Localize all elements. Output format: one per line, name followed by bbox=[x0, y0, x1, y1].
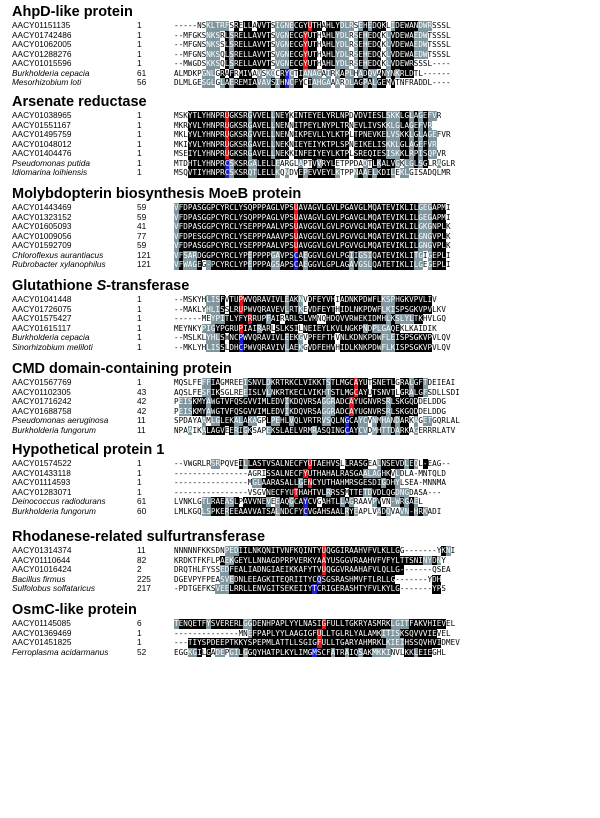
start-position: 43 bbox=[137, 386, 147, 397]
sequence-residues: ----------------MGLAARASALLGENCYUTHAHMRSGESDIGDHYLSEA-MNNMA bbox=[174, 478, 446, 487]
sequence-residues: VFDPASGGPCYRCLYSQPPPAGLVPSUAVAGVLGVLPGAVGLMQATEVIKLILGEGAPMI bbox=[174, 212, 451, 222]
sequence-residues: MSKYTLYHNPRUGKSRGVVELLNEYKINTEYELYRLNPDVDVIESLSKKLGLAGEFVR bbox=[174, 111, 442, 120]
sequence-residues: ----------------VSGVNECFYUTHAHTVLRRSSMTTETDVDLQGDNGDASA--- bbox=[174, 487, 442, 497]
alignment-block bbox=[12, 94, 592, 178]
sequence-id: AACY01615117 bbox=[12, 322, 71, 333]
sequence-id: AACY01551167 bbox=[12, 119, 71, 130]
start-position: 11 bbox=[137, 545, 146, 555]
start-position: 1 bbox=[137, 119, 142, 130]
alignment-block bbox=[12, 278, 592, 352]
alignment-block bbox=[12, 442, 592, 516]
sequence-row bbox=[12, 497, 592, 507]
sequence-row bbox=[12, 648, 592, 658]
start-position: 59 bbox=[137, 202, 147, 212]
sequence-row bbox=[12, 121, 592, 131]
sequence-row bbox=[12, 203, 592, 213]
start-position: 1 bbox=[137, 303, 142, 314]
sequence-id: AACY01145085 bbox=[12, 618, 71, 628]
sequence-id: AACY01605093 bbox=[12, 221, 72, 231]
sequence-row bbox=[12, 333, 592, 343]
sequence-residues: EGGKGILGADEPGILGGQYHATPLKYLIMGMSCFATRAIQSAKMKKINVLKKLEIEGHL bbox=[174, 647, 446, 657]
sequence-row bbox=[12, 556, 592, 566]
start-position: 1 bbox=[137, 29, 142, 40]
sequence-row bbox=[12, 619, 592, 629]
sequence-residues: NNNNNFKKSDNPEDIILNKQNITVNFKQINTYUQGGIRAAHVFVLKLLGG-------YKNI bbox=[174, 546, 456, 555]
sequence-id: Chloroflexus aurantiacus bbox=[12, 249, 104, 260]
sequence-id: AACY01574522 bbox=[12, 458, 72, 468]
sequence-id: AACY01433118 bbox=[12, 467, 71, 478]
sequence-row bbox=[12, 50, 592, 60]
sequence-row bbox=[12, 575, 592, 585]
alignment-block bbox=[12, 602, 592, 657]
start-position: 1 bbox=[137, 157, 142, 168]
sequence-row bbox=[12, 168, 592, 178]
sequence-residues: --MSLKLYHLSWNCPWVQRAVIVLEEKGVPFEFTHVNLKDNKPDWFLEISPSGKVPVLQV bbox=[174, 333, 451, 342]
sequence-residues: MSQVTIYHNPRCSKSRQTLELLKQNDVEPEVVEYLKTPPNAAELKDILEKLGISADQLMR bbox=[174, 168, 451, 177]
sequence-residues: ---TIYSPDEEPTKKYSPEPMLATTLLSGIGFULLTGARYAHMRKLKIEIHSSQVHVIDMEV bbox=[174, 638, 460, 647]
sequence-id: AACY01009056 bbox=[12, 230, 72, 241]
start-position: 1 bbox=[137, 486, 142, 497]
start-position: 1 bbox=[137, 129, 142, 139]
sequence-row bbox=[12, 478, 592, 488]
sequence-residues: VFDPASGGPCYRCLYSQPPPAGLVPSUAVAGVLGVLPGAVGLMQATEVIKLILGEGAPMI bbox=[174, 203, 451, 212]
start-position: 1 bbox=[137, 313, 142, 323]
sequence-id: Burkholderia cepacia bbox=[12, 67, 90, 78]
start-position: 61 bbox=[137, 496, 147, 506]
sequence-id: AACY01038965 bbox=[12, 110, 72, 120]
sequence-residues: KRDKTFKFLPAEKGEYLLNNAGDPRPVERKYAAYUSGGVRAAHVFVFYLTTSNINYDNY bbox=[174, 555, 446, 565]
sequence-residues: VFDPESGGPCYRCLYSEPPPAAAVPSUAVGGVLGVLPGVVGLMQATEVIKLILGNGVPLK bbox=[174, 231, 451, 241]
sequence-id: AACY01323152 bbox=[12, 211, 72, 222]
start-position: 41 bbox=[137, 221, 147, 231]
start-position: 1 bbox=[137, 48, 142, 59]
sequence-row bbox=[12, 314, 592, 324]
sequence-id: Burkholderia fungorum bbox=[12, 505, 96, 516]
sequence-id: AACY01102305 bbox=[12, 386, 71, 397]
sequence-row bbox=[12, 213, 592, 223]
sequence-residues: AQSLFESFIKSGLREEISLVLNKRTKECLVIKHTSTLMGCAYUTSNVTLGRALGFSDLLSDI bbox=[174, 387, 460, 397]
start-position: 1 bbox=[137, 294, 142, 304]
sequence-id: Burkholderia fungorum bbox=[12, 424, 96, 435]
sequence-row bbox=[12, 397, 592, 407]
alignment-block bbox=[12, 361, 592, 435]
sequence-residues: TENQETFYSVERERLGGDENHPAPLYYLNASIGFULLTGKRYASMRKLGITFAKVHIEVEL bbox=[174, 619, 456, 628]
sequence-row bbox=[12, 565, 592, 575]
sequence-id: AACY01567769 bbox=[12, 377, 72, 387]
alignment-block bbox=[12, 4, 592, 88]
start-position: 1 bbox=[137, 467, 142, 478]
sequence-id: AACY01495759 bbox=[12, 129, 72, 139]
sequence-id: AACY01404476 bbox=[12, 148, 72, 158]
sequence-residues: --MAKLYHLISSLRUPWVQRAVEVLRTKEVDFEYTHIDLNKPDWFLKISPSGKVPVLKV bbox=[174, 304, 446, 314]
start-position: 1 bbox=[137, 341, 142, 352]
sequence-row bbox=[12, 222, 592, 232]
start-position: 56 bbox=[137, 77, 147, 87]
sequence-id: AACY01592709 bbox=[12, 240, 72, 250]
sequence-row bbox=[12, 629, 592, 639]
alignment-block bbox=[12, 529, 592, 594]
sequence-residues: PEISKMYAWGTVFQSGVVIMLEDVIKDQVRSAGGRADCAYUGNVRSRLSKGQDDELDDG bbox=[174, 406, 446, 416]
block-title: Glutathione S-transferase bbox=[12, 278, 190, 294]
sequence-id: Rubrobacter xylanophilus bbox=[12, 259, 106, 269]
sequence-id: Idiomarina loihiensis bbox=[12, 167, 88, 177]
start-position: 82 bbox=[137, 554, 147, 565]
block-title: AhpD-like protein bbox=[12, 4, 133, 20]
sequence-id: AACY01151135 bbox=[12, 20, 71, 30]
sequence-residues: ------MEYPITLYFYRRUPFAIRARLSLVMNQHDQVVRWEKIDMHLKSLYLTKHVLGQ bbox=[174, 314, 446, 323]
start-position: 1 bbox=[137, 322, 142, 333]
sequence-id: AACY01314374 bbox=[12, 545, 72, 555]
start-position: 11 bbox=[137, 415, 146, 425]
sequence-row bbox=[12, 305, 592, 315]
start-position: 59 bbox=[137, 240, 147, 250]
sequence-residues: MSEIYLYHNPRUGKSRGAVELLNEKKINFEIYEYLKTPLSREQIESISKKLRPISQPVR bbox=[174, 149, 446, 158]
sequence-row bbox=[12, 159, 592, 169]
sequence-residues: PEISKMYAWGTVFQSGVVIMLEDVIKDQVRSAGGRADCAYUGNVRSRLSKGQDDELDDG bbox=[174, 397, 446, 406]
sequence-row bbox=[12, 40, 592, 50]
sequence-row bbox=[12, 69, 592, 79]
sequence-row bbox=[12, 459, 592, 469]
sequence-residues: --MSKYHLISFVTUPWVQRAVIVLEAKNVDFEYVHIADNKPDWFLKSPHGKVPVLIV bbox=[174, 295, 437, 304]
sequence-residues: VFDPASGGPCYRCLYSEPPPAALVPSUAVGGVLGVLPGVVGLMQATEVIKLILGKGNPLK bbox=[174, 222, 451, 231]
start-position: 60 bbox=[137, 505, 147, 516]
start-position: 42 bbox=[137, 405, 147, 416]
sequence-row bbox=[12, 295, 592, 305]
sequence-row bbox=[12, 343, 592, 353]
sequence-row bbox=[12, 78, 592, 88]
sequence-row bbox=[12, 378, 592, 388]
sequence-residues: VFWAGEG-PCYRCLYPEPPPAGSAPSCAEGGVLGPLAGAVGSLQATETIKLILGEGEPLI bbox=[174, 260, 451, 269]
sequence-residues: MKIYVLYHNPRUGKSRGAVELLNEKNIEYEIYKTPLSPNEIKELISKKLGLAGEFVR bbox=[174, 139, 437, 149]
sequence-residues: MTDHTLYHNPRCSKSRGALELLEARGLAPTVVRYLETPPDADTLKALVGKLGLSGLRAGLR bbox=[174, 158, 456, 168]
sequence-id: Pseudomonas aeruginosa bbox=[12, 415, 109, 425]
start-position: 1 bbox=[137, 138, 142, 149]
sequence-id: AACY01688758 bbox=[12, 405, 72, 416]
sequence-row bbox=[12, 260, 592, 270]
start-position: 121 bbox=[137, 259, 151, 269]
sequence-id: Deinococcus radiodurans bbox=[12, 496, 106, 506]
sequence-row bbox=[12, 111, 592, 121]
sequence-row bbox=[12, 31, 592, 41]
sequence-residues: --MKLYHLISSLDHCPWVQRAVIVLAEKGVDFEHVHIDLKNKPDWFLKISPSGKVPVLQV bbox=[174, 342, 451, 352]
sequence-residues: --------------MNEFPAPLYYLAAGIGFULLTGLRLYALAMKITISKSQVVVIEVEL bbox=[174, 628, 451, 638]
sequence-residues: --MFGNSNKSQLSRELLAVVTSVGNECGYUTHAHLYDLRSEHEDQKLVDEWAEDWTSSSL bbox=[174, 49, 451, 59]
alignment-block bbox=[12, 186, 592, 270]
sequence-residues: -PDTGEFKSVEELRRLLENVGITSEKEIIYTCRIGERASHTYFVLKYLG-------YPS bbox=[174, 584, 446, 593]
sequence-row bbox=[12, 469, 592, 479]
sequence-id: Sulfolobus solfataricus bbox=[12, 583, 96, 593]
sequence-row bbox=[12, 149, 592, 159]
start-position: 6 bbox=[137, 618, 142, 628]
start-position: 1 bbox=[137, 332, 142, 342]
sequence-residues: LVNKLGTLRAEASLPAVVNEVEEAQGCAYCVGAHTLLAGRAAVPVVN-WRGAEL bbox=[174, 497, 423, 506]
start-position: 1 bbox=[137, 458, 142, 468]
start-position: 59 bbox=[137, 211, 147, 222]
start-position: 2 bbox=[137, 564, 142, 574]
sequence-id: AACY01443469 bbox=[12, 202, 72, 212]
sequence-row bbox=[12, 426, 592, 436]
sequence-id: Ferroplasma acidarmanus bbox=[12, 646, 109, 657]
sequence-row bbox=[12, 388, 592, 398]
sequence-residues: -----NSKLTRFSRELLAVVTSIGNECGYUTHAHLYDLRSEHEDQKLIDEWANDWRSSSL bbox=[174, 21, 451, 30]
sequence-residues: DLMLGESGLGLAEREMIAVAVSIHNCFYCIAHGAAAROLAGPALGEMVTNFRADDL---- bbox=[174, 78, 451, 87]
block-title: Hypothetical protein 1 bbox=[12, 442, 165, 458]
sequence-id: AACY01015596 bbox=[12, 58, 72, 68]
sequence-id: AACY01016424 bbox=[12, 564, 72, 574]
sequence-id: AACY01114593 bbox=[12, 477, 71, 487]
block-title: Rhodanese-related sulfurtransferase bbox=[12, 529, 266, 545]
start-position: 121 bbox=[137, 249, 151, 260]
sequence-id: Sinorhizobium meliloti bbox=[12, 341, 93, 352]
sequence-row bbox=[12, 324, 592, 334]
start-position: 42 bbox=[137, 396, 147, 406]
sequence-id: AACY01110644 bbox=[12, 554, 71, 565]
sequence-residues: MEYNKYPIGYPGRUPIAIRARLSLKSILNEIEYLKVLNGKPNDPLGAQEKLKAIDIK bbox=[174, 323, 437, 333]
sequence-id: Mesorhizobium loti bbox=[12, 77, 82, 87]
sequence-row bbox=[12, 416, 592, 426]
sequence-residues: VFSARDGGPCYRCLYPEPPPPGAVPSCAEGGVLGVLPGIIGSIQATEVIKLITGIGEPLI bbox=[174, 250, 451, 260]
sequence-id: AACY01369469 bbox=[12, 627, 72, 638]
sequence-row bbox=[12, 21, 592, 31]
start-position: 52 bbox=[137, 646, 147, 657]
block-title: Arsenate reductase bbox=[12, 94, 147, 110]
start-position: 217 bbox=[137, 583, 151, 593]
sequence-row bbox=[12, 546, 592, 556]
sequence-residues: VFDPASGGPCYRCLYSEPPPAALVPSUAVGGVLGVLPGVVGLMQATEVIKLILGNGVPLK bbox=[174, 241, 451, 250]
sequence-residues: --MWGDSKKSQLSRELLAVVTSVGNECGYUTHAHLYDLRSEHEDQKLVDEWRSSSL---- bbox=[174, 59, 451, 68]
sequence-row bbox=[12, 140, 592, 150]
start-position: 1 bbox=[137, 39, 142, 49]
sequence-id: AACY01062005 bbox=[12, 39, 72, 49]
start-position: 1 bbox=[137, 110, 142, 120]
start-position: 1 bbox=[137, 637, 142, 647]
block-title: OsmC-like protein bbox=[12, 602, 137, 618]
sequence-id: AACY01726075 bbox=[12, 303, 72, 314]
start-position: 77 bbox=[137, 230, 147, 241]
start-position: 11 bbox=[137, 424, 146, 435]
sequence-id: AACY01742486 bbox=[12, 29, 72, 40]
start-position: 1 bbox=[137, 148, 142, 158]
sequence-residues: --MFGNSNKSSLSRELLAVVTSVGNECGYUTHAHLYDLRSEHEDQKLVDEWAEDWTSSSL bbox=[174, 40, 451, 49]
sequence-residues: DRQTHLFYSSEDFEALIADNGIAEIKKAFYTVUQGGVRAAHAFVLQLLG-------QSEA bbox=[174, 565, 451, 574]
sequence-residues: ALMDKPGNLGRAFRMIVAVSKQCRYCTIANAGAIRKAPLHADQVANYNKRLDTL------ bbox=[174, 68, 451, 78]
sequence-residues: ----------------AGRISSALNECFYUTHAHALRASGAALAGHKVLDLA-MNTQLD bbox=[174, 468, 446, 478]
sequence-residues: --VWGRLRSRPQVEILLASTVSALNECFYUTAEHVSLLRASGEALNSEVDLEQL-EAG-- bbox=[174, 459, 451, 468]
start-position: 1 bbox=[137, 167, 142, 177]
sequence-residues: NPAAIKALAGVEERIGKSAPEKSLAELVRMRASQINGCAYCVDMHTTDARKAGERRRLATV bbox=[174, 425, 456, 435]
start-position: 1 bbox=[137, 477, 142, 487]
sequence-residues: SPDAYAAMLGLEKALAKAGPLPEHLVQLVRTRVSQLNGCAYCVNMHANDARKAGETGQRLAL bbox=[174, 416, 460, 425]
sequence-id: AACY01041448 bbox=[12, 294, 72, 304]
sequence-row bbox=[12, 232, 592, 242]
sequence-row bbox=[12, 584, 592, 594]
sequence-row bbox=[12, 507, 592, 517]
sequence-id: AACY01451825 bbox=[12, 637, 72, 647]
start-position: 225 bbox=[137, 573, 151, 584]
sequence-id: AACY01288276 bbox=[12, 48, 72, 59]
block-title: CMD domain-containing protein bbox=[12, 361, 232, 377]
sequence-row bbox=[12, 130, 592, 140]
start-position: 1 bbox=[137, 20, 142, 30]
sequence-residues: --MFGKSNKSRLSRELLAVVTSVGNECGYUTHAHLYDLRSEHEDQKLVDEWAEDWTSSSL bbox=[174, 30, 451, 40]
start-position: 61 bbox=[137, 67, 147, 78]
sequence-id: AACY01283071 bbox=[12, 486, 72, 497]
sequence-id: Burkholderia cepacia bbox=[12, 332, 90, 342]
block-title: Molybdopterin biosynthesis MoeB protein bbox=[12, 186, 302, 202]
start-position: 1 bbox=[137, 377, 142, 387]
sequence-id: Bacillus firmus bbox=[12, 573, 66, 584]
sequence-id: AACY01575427 bbox=[12, 313, 72, 323]
sequence-residues: MKLYVLYHNPRUGKSRGVVELLNENNIKPEVLLYLKTPLTPNEVKELVSKKLGLAGEFVR bbox=[174, 130, 451, 139]
sequence-residues: MQSLFEFFIAGMREEISNVLDKRTRKCLVIKKTSTLMGCAYUTSNETLGRALGFTDEIEAI bbox=[174, 378, 456, 387]
sequence-residues: LMLKGQLSPKEREEAAVVATSALNDCFYCVGAHSAALRYEAPLVADQVAVN-HRKADI bbox=[174, 506, 442, 516]
sequence-row bbox=[12, 59, 592, 69]
sequence-id: Pseudomonas putida bbox=[12, 157, 90, 168]
sequence-id: AACY01716242 bbox=[12, 396, 72, 406]
start-position: 1 bbox=[137, 627, 142, 638]
sequence-residues: MKRYVLYHNPRUGKSRGAVELLNENNITPEYLNYPLTRNEVLIVSKKLGLAGEFVR bbox=[174, 120, 433, 130]
start-position: 1 bbox=[137, 58, 142, 68]
sequence-id: AACY01048012 bbox=[12, 138, 72, 149]
sequence-residues: DGEVPYFPEASVEDNLEEAGKITEQRIITYCQSGSRASHMVFTLRLLG-------YDH bbox=[174, 574, 442, 584]
